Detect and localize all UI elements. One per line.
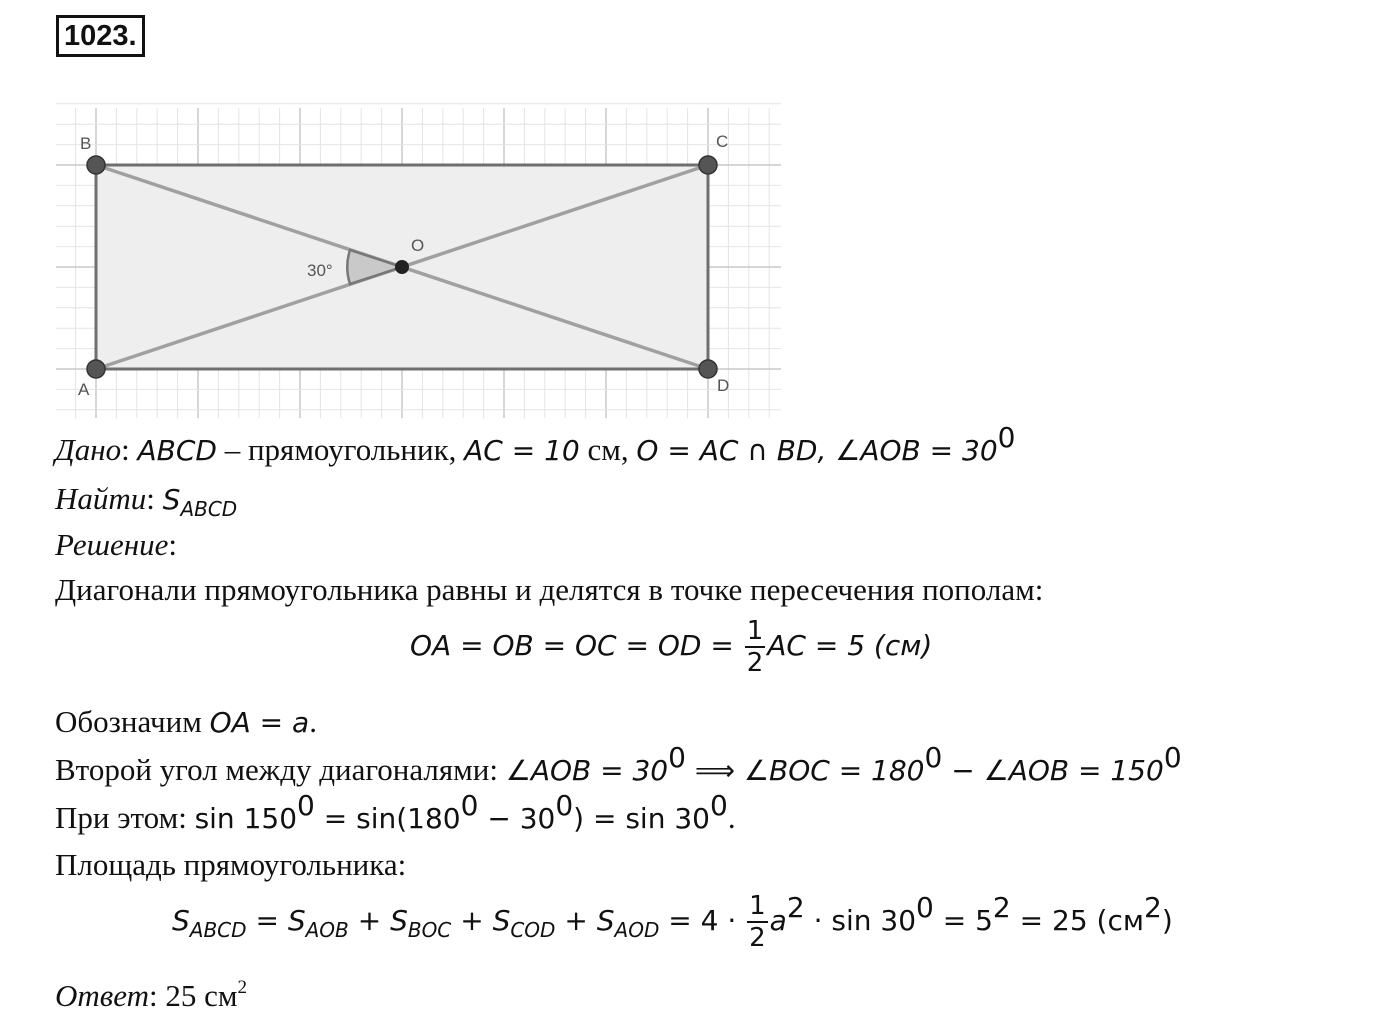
sin-line: При этом: $\sin 150^0 = \sin(180^0 - 30^0) = \sin 30^0$. — [55, 789, 736, 835]
point-d — [699, 360, 717, 378]
solution-line: Решение: — [55, 527, 177, 562]
given-label: Дано — [55, 432, 122, 467]
given-figure: ABCD — [137, 434, 217, 467]
equation-2: $S_{ABCD} = S_{AOB} + S_{BOC} + S_{COD} + S_{AOD} = 4$ · $\frac{1}{2}$ $a^2 \cdot \sin 30^0 = 5^2 = 25$ $(см^2)$ — [172, 891, 1173, 953]
find-line: Найти: $S_{ABCD}$ — [55, 481, 238, 521]
point-o — [395, 260, 409, 274]
label-a: A — [78, 380, 90, 399]
area-label: Площадь прямоугольника: — [55, 847, 407, 882]
point-c — [699, 156, 717, 174]
answer-label: Ответ — [55, 978, 149, 1013]
equation-1: OA = OB = OC = OD = $\frac{1}{2}$ AC = 5 (см) — [410, 616, 933, 678]
label-o: O — [411, 236, 425, 255]
find-label: Найти — [55, 481, 147, 516]
answer-line: Ответ: 25 $см^2$ — [55, 977, 247, 1013]
solution-label: Решение — [55, 527, 169, 562]
label-d: D — [717, 376, 730, 395]
fraction-half-2: $\frac{1}{2}$ — [749, 891, 766, 953]
geometry-figure — [56, 103, 786, 423]
angle-label: 30° — [307, 261, 333, 280]
point-a — [87, 360, 105, 378]
second-angle-line: Второй угол между диагоналями: ∠AOB = $30^0$ ⟹ ∠BOC = $180^0$ − ∠AOB = $150^0$ — [55, 741, 1182, 787]
given-line: Дано: ABCD – прямоугольник, AC = 10 см, O = AC ∩ BD, ∠AOB = $30^0$ — [55, 421, 1016, 467]
fraction-half: $\frac{1}{2}$ — [746, 616, 764, 678]
point-b — [87, 156, 105, 174]
problem-number: 1023. — [56, 15, 145, 57]
diagonals-text: Диагонали прямоугольника равны и делятся в точке пересечения пополам: — [55, 572, 1044, 607]
label-c: C — [716, 132, 729, 151]
label-b: B — [80, 134, 92, 153]
denote-line: Обозначим OA = a. — [55, 704, 317, 739]
